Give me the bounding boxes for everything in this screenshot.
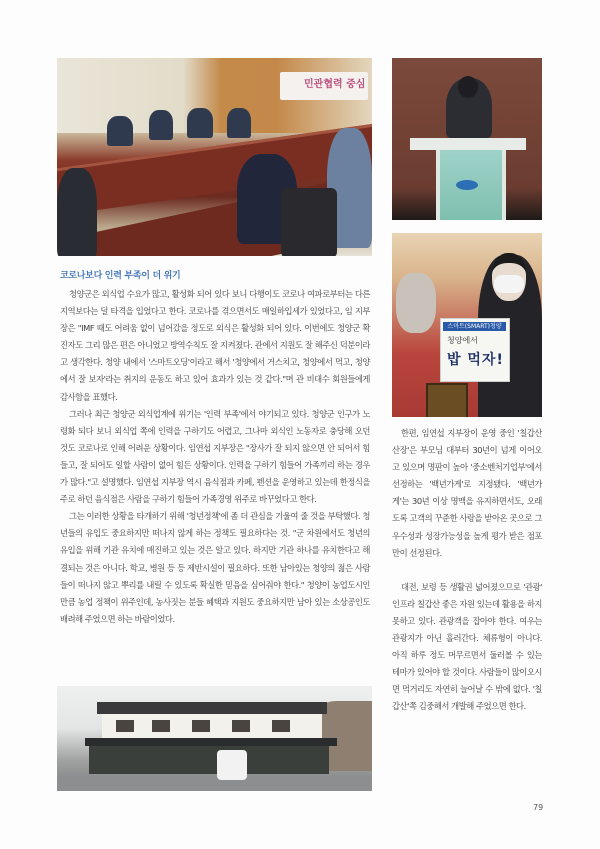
sign-line-2: 밥 먹자! — [447, 352, 504, 368]
man-holding-sign-photo — [392, 233, 542, 417]
photo-person — [107, 116, 133, 146]
photo-crowd — [396, 273, 436, 333]
photo-ground — [57, 777, 372, 791]
photo-storefront — [89, 746, 329, 774]
photo-person — [227, 108, 251, 138]
paragraph: 한편, 임연섭 지부장이 운영 중인 '칠갑산 산장'은 부모님 대부터 30년이 넘게 이어오고 있으며 명판이 높아 '중소벤처기업부'에서 선정하는 '백년가게'로 지정됐다. '백년가게'는 30년 이상 명맥을 유지하면서도, 오래도록 고객의 꾸준한 사랑을 받아온 곳으로 그 우수성과 성장가능성을 높게 평가 받은 점포만이 선정된다. — [392, 428, 542, 558]
photo-person — [57, 168, 97, 256]
paragraph: 청양군은 외식업 수요가 많고, 활성화 되어 있다 보니 다행이도 코로나 여파로부터는 다른 지역보다는 덜 타격을 입었다고 한다. 코로나를 겪으면서도 매일하입세가 있었다고, 임 지부장은 "IMF 때도 어려움 없이 넘어갔을 정도로 외식은 활성화 되어 있다. 이번에도 청양군 확진자도 그리 많은 편은 아니었고 방역수칙도 잘 지켜졌다. 관에서 지원도 잘 해주신 덕분이라고 생각한다. 청양 내에서 '스마트오딩'이라고 해서 '청양에서 거스치고, 청양에서 먹고, 청양에서 잘 보자'라는 취지의 운동도 하고 있어 효과가 있는 것 같다."며 관 비대수 회원들에게 감사함을 표했다. — [60, 289, 370, 402]
photo-bag — [426, 383, 468, 417]
left-column — [60, 286, 370, 628]
photo-podium-logo — [456, 180, 478, 190]
right-column — [392, 425, 542, 716]
photo-sign-card — [440, 318, 510, 382]
meeting-banner: 민관협력 중심 — [280, 72, 368, 100]
photo-person — [187, 108, 213, 138]
paragraph: 그는 이러한 상황을 타개하기 위해 '청년정책'에 좀 더 관심을 기울여 줄 것을 부탁했다. 청년들의 유입도 중요하지만 떠나지 않게 하는 정책도 필요하다는 것. "군 차원에서도 청년의 유입을 위해 기관 유치에 매진하고 있는 것은 알고 있다. 하지만 기관 하나를 유치한다고 해결되는 것은 아니다. 학교, 병원 등 등 제반시설이 필요하다. 또한 남아있는 청양의 젊은 사람들이 떠나지 않고 뿌리를 내릴 수 있도록 확실한 믿음을 심어줘야 한다." 청양이 농업도시인 만큼 농업 정책이 위주인데, 농사짓는 분들 혜택과 지원도 중요하지만 남아 있는 소상공인도 배려해 주었으면 하는 바람이었다. — [60, 511, 370, 624]
meeting-room-photo — [57, 58, 372, 256]
section-subheading: 코로나보다 인력 부족이 더 위기 — [60, 271, 181, 281]
photo-car — [217, 750, 247, 780]
photo-person — [149, 110, 173, 140]
paragraph: 대전, 보령 등 생활권 넓어졌으므로 '관광' 인프라 칠갑산 좋은 자원 있는데 활용을 하지 못하고 있다. 관광객을 잡아야 한다. 여우는 관광지가 아닌 흘러간다. 체류형이 아니다. 아직 하루 정도 머무르면서 둘러볼 수 있는 테마가 있어야 할 것이다. 사람들이 많이오시면 먹거리도 자연히 늘어날 수 밖에 없다. '칠갑산'쪽 김중해서 개발해 주었으면 한다. — [392, 581, 542, 712]
page-number: 79 — [533, 803, 544, 812]
photo-mask — [494, 275, 524, 293]
photo-podium-top — [410, 138, 526, 150]
photo-roof — [97, 702, 327, 714]
paragraph: 그러나 최근 청양군 외식업계에 위기는 '인력 부족'에서 야기되고 있다. 청양군 인구가 노령화 되다 보니 외식업 쪽에 인력을 구하기도 어렵고, 그나마 외식인 노동자로 충당해 오던 것도 코로나로 인해 어려운 상황이다. 임연섭 지부장은 "장사가 잘 되지 않으면 안 되어서 힘들고, 잘 되어도 일할 사람이 없어 힘든 상황이다. 인력을 구하기 힘들어 가족끼리 하는 경우가 많다."고 설명했다. 임연섭 지부장 역시 음식점과 카페, 펜션을 운영하고 있는데 한정식을 주로 하던 음식점은 사람을 구하기 힘들어 가족경영 위주로 바꾸었다고 한다. — [60, 408, 370, 505]
sign-header: 스마트(SMART)청양 — [443, 322, 506, 331]
sign-line-1: 청양에서 — [447, 336, 478, 345]
photo-upper-floor — [102, 714, 322, 738]
restaurant-building-photo — [57, 686, 372, 791]
photo-awning — [85, 738, 337, 746]
photo-chair — [281, 188, 337, 256]
photo-speaker-head — [458, 76, 478, 98]
podium-speech-photo — [392, 58, 542, 220]
